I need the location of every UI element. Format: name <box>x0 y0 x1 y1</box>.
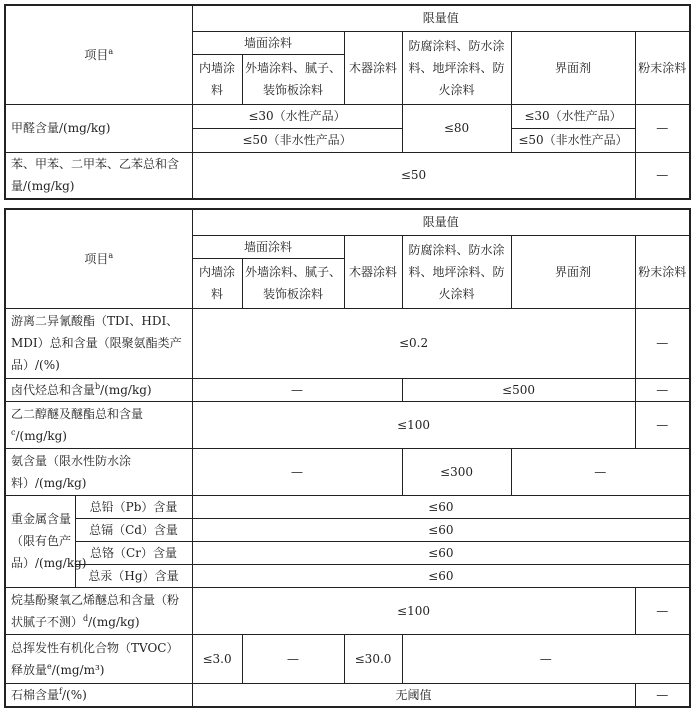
limit-header: 限量值 <box>192 209 690 235</box>
tvoc-label: 总挥发性有机化合物（TVOC）释放量$^e$/(mg/m³) <box>5 634 192 683</box>
formaldehyde-interface-water: ≤30（水性产品） <box>511 104 635 128</box>
tvoc-wood-value: ≤30.0 <box>344 634 402 683</box>
interface-agent-header: 界面剂 <box>511 31 635 104</box>
tdi-label: 游离二异氰酸酯（TDI、HDI、MDI）总和含量（限聚氨酯类产品）/(%) <box>5 308 192 378</box>
chromium-label: 总铬（Cr）含量 <box>75 541 192 564</box>
formaldehyde-powder-value: — <box>635 104 690 152</box>
benzene-label: 苯、甲苯、二甲苯、乙苯总和含量/(mg/kg) <box>5 152 192 199</box>
glycol-powder-value: — <box>635 401 690 448</box>
ape-powder-value: — <box>635 587 690 634</box>
formaldehyde-interface-nonwater: ≤50（非水性产品） <box>511 128 635 152</box>
interior-wall-header: 内墙涂料 <box>192 258 242 308</box>
cadmium-value: ≤60 <box>192 518 690 541</box>
halo-label: 卤代烃总和含量$^b$/(mg/kg) <box>5 378 192 401</box>
tdi-powder-value: — <box>635 308 690 378</box>
interior-wall-header: 内墙涂料 <box>192 54 242 104</box>
tvoc-rest-value: — <box>402 634 690 683</box>
powder-coating-header: 粉末涂料 <box>635 31 690 104</box>
limit-table-1 <box>4 4 691 200</box>
ammonia-label: 氨含量（限水性防水涂料）/(mg/kg) <box>5 448 192 495</box>
tdi-value: ≤0.2 <box>192 308 635 378</box>
glycol-label: 乙二醇醚及醚酯总和含量 $^c$/(mg/kg) <box>5 401 192 448</box>
wall-coating-header: 墙面涂料 <box>192 235 344 258</box>
wall-coating-header: 墙面涂料 <box>192 31 344 54</box>
mercury-value: ≤60 <box>192 564 690 587</box>
asbestos-value: 无阈值 <box>192 683 635 707</box>
lead-label: 总铅（Pb）含量 <box>75 495 192 518</box>
formaldehyde-label: 甲醛含量/(mg/kg) <box>5 104 192 152</box>
formaldehyde-water-value: ≤30（水性产品） <box>192 104 402 128</box>
halo-left-value: — <box>192 378 402 401</box>
interface-agent-header: 界面剂 <box>511 235 635 308</box>
powder-coating-header: 粉末涂料 <box>635 235 690 308</box>
tvoc-interior-value: ≤3.0 <box>192 634 242 683</box>
ammonia-right-value: — <box>511 448 690 495</box>
tvoc-exterior-value: — <box>242 634 344 683</box>
exterior-wall-header: 外墙涂料、腻子、装饰板涂料 <box>242 54 344 104</box>
item-header: 项目$^a$ <box>5 209 192 308</box>
limit-table-2 <box>4 208 691 708</box>
cadmium-label: 总镉（Cd）含量 <box>75 518 192 541</box>
benzene-value: ≤50 <box>192 152 635 199</box>
wood-coating-header: 木器涂料 <box>344 31 402 104</box>
mercury-label: 总汞（Hg）含量 <box>75 564 192 587</box>
item-header: 项目$^a$ <box>5 5 192 104</box>
anticorrosion-coating-header: 防腐涂料、防水涂料、地坪涂料、防火涂料 <box>402 31 511 104</box>
lead-value: ≤60 <box>192 495 690 518</box>
anticorrosion-coating-header: 防腐涂料、防水涂料、地坪涂料、防火涂料 <box>402 235 511 308</box>
halo-right-value: — <box>635 378 690 401</box>
chromium-value: ≤60 <box>192 541 690 564</box>
limit-header: 限量值 <box>192 5 690 31</box>
formaldehyde-nonwater-value: ≤50（非水性产品） <box>192 128 402 152</box>
benzene-powder-value: — <box>635 152 690 199</box>
wood-coating-header: 木器涂料 <box>344 235 402 308</box>
ape-label: 烷基酚聚氧乙烯醚总和含量（粉状腻子不测）$^d$/(mg/kg) <box>5 587 192 634</box>
halo-value: ≤500 <box>402 378 635 401</box>
ammonia-value: ≤300 <box>402 448 511 495</box>
ammonia-left-value: — <box>192 448 402 495</box>
heavy-metal-label: 重金属含量（限有色产品）/(mg/kg) <box>5 495 75 587</box>
asbestos-label: 石棉含量$^f$/(%) <box>5 683 192 707</box>
formaldehyde-wood-value: ≤80 <box>402 104 511 152</box>
exterior-wall-header: 外墙涂料、腻子、装饰板涂料 <box>242 258 344 308</box>
glycol-value: ≤100 <box>192 401 635 448</box>
asbestos-powder-value: — <box>635 683 690 707</box>
ape-value: ≤100 <box>192 587 635 634</box>
